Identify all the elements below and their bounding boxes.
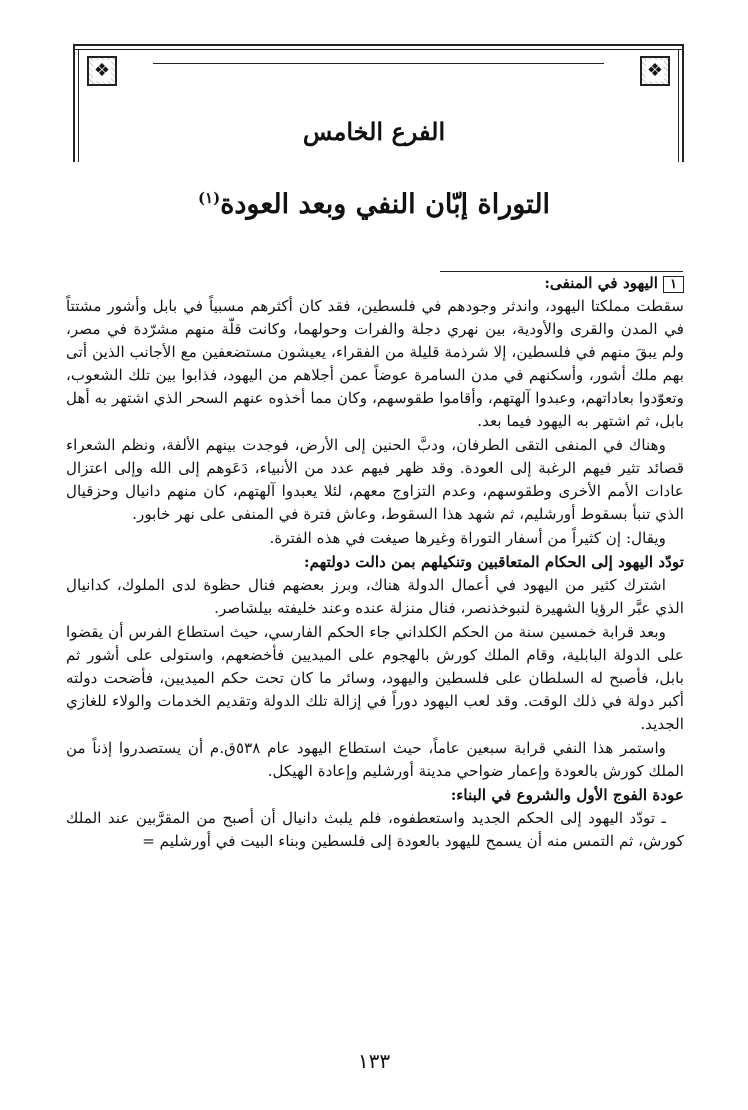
section-title: الفرع الخامس — [302, 117, 446, 146]
body-text — [66, 272, 684, 854]
footnote-marker: (١) — [197, 189, 221, 207]
chapter-title — [120, 180, 628, 223]
corner-ornament-left: ❖ — [87, 56, 117, 86]
paragraph-2: وهناك في المنفى التقى الطرفان، ودبَّ الحنين إلى الأرض، فوجدت بينهم الألفة، ونظم الشعراء قصائد تثير فيهم الرغبة إلى العودة. وقد ظهر فيهم عدد من الأنبياء، دَعَوهم إلى الله وإلى اعتزال عادات الأمم الأخرى وطقوسهم، وعدم التزاوج معهم، لئلا يعبدوا آلهتهم، كان منهم دانيال وحزقيال الذي تنبأ بسقوط أورشليم، ثم شهد هذا السقوط، وعاش فترة في المنفى على نهر خابور. — [66, 436, 684, 523]
heading-rulers: تودّد اليهود إلى الحكام المتعاقبين وتنكيلهم بمن دالت دولتهم: — [303, 553, 684, 571]
paragraph-3: ويقال: إن كثيراً من أسفار التوراة وغيرها صيغت في هذه الفترة. — [269, 529, 666, 547]
heading-number-box: ١ — [663, 276, 684, 293]
corner-ornament-right: ❖ — [640, 56, 670, 86]
heading-exile-text: اليهود في المنفى: — [544, 274, 659, 292]
paragraph-5: وبعد قرابة خمسين سنة من الحكم الكلداني جاء الحكم الفارسي، حيث استطاع الفرس أن يقضوا على الدولة البابلية، وقام الملك كورش بالهجوم على الميديين فأخضعهم، واستولى على أشور ثم بابل، فأصبح له السلطان على فلسطين واليهود، وسائر ما كان تحت حكم الميديين، فأضحت دولته أكبر دولة في ذلك الوقت. وقد لعب اليهود دوراً في إزالة تلك الدولة وتقديم الخدمات والولاء للغازي الجديد. — [66, 623, 684, 733]
page-number: ١٣٣ — [357, 1049, 391, 1073]
paragraph-7: ـ تودّد اليهود إلى الحكم الجديد واستعطفوه، فلم يلبث دانيال أن أصبح من المقرَّبين عند الملك كورش، ثم التمس منه أن يسمح لليهود بالعودة إلى فلسطين وبناء البيت في أورشليم = — [66, 809, 684, 850]
chapter-title-text: التوراة إبّان النفي وبعد العودة — [220, 189, 551, 220]
heading-return: عودة الفوج الأول والشروع في البناء: — [450, 786, 684, 804]
paragraph-4: اشترك كثير من اليهود في أعمال الدولة هناك، وبرز بعضهم فنال حظوة لدى الملوك، كدانيال الذي عبَّر الرؤيا الشهيرة لنبوخذنصر، فنال منزلة عنده وعند خليفته بيلشاصر. — [66, 576, 684, 617]
paragraph-6: واستمر هذا النفي قرابة سبعين عاماً، حيث استطاع اليهود عام ٥٣٨ق.م أن يستصدروا إذناً من الملك كورش بالعودة وإعمار ضواحي مدينة أورشليم وإعادة الهيكل. — [66, 739, 684, 780]
paragraph-1: سقطت مملكتا اليهود، واندثر وجودهم في فلسطين، فقد كان أكثرهم مسبياً في بابل وأشور مشتتاً في المدن والقرى والأودية، بين نهري دجلة والفرات وحولهما، وكانت قلّة منهم مشرّدة في مصر، ولم يبقَ منهم في فلسطين، إلا شرذمة قليلة من الفقراء، يعيشون مستضعفين مع الأجانب الذين أتى بهم ملك أشور، وأسكنهم في مدن السامرة عوضاً عمن أجلاهم من اليهود، فذابوا بين تلك الشعوب، وتعوّدوا بعاداتهم، وعبدوا آلهتهم، وأقاموا طقوسهم، وكان مما أخذوه عنهم السحر الذي اشتهر به أهل بابل، ثم اشتهر به اليهود فيما بعد. — [66, 297, 684, 430]
heading-exile — [66, 272, 684, 295]
